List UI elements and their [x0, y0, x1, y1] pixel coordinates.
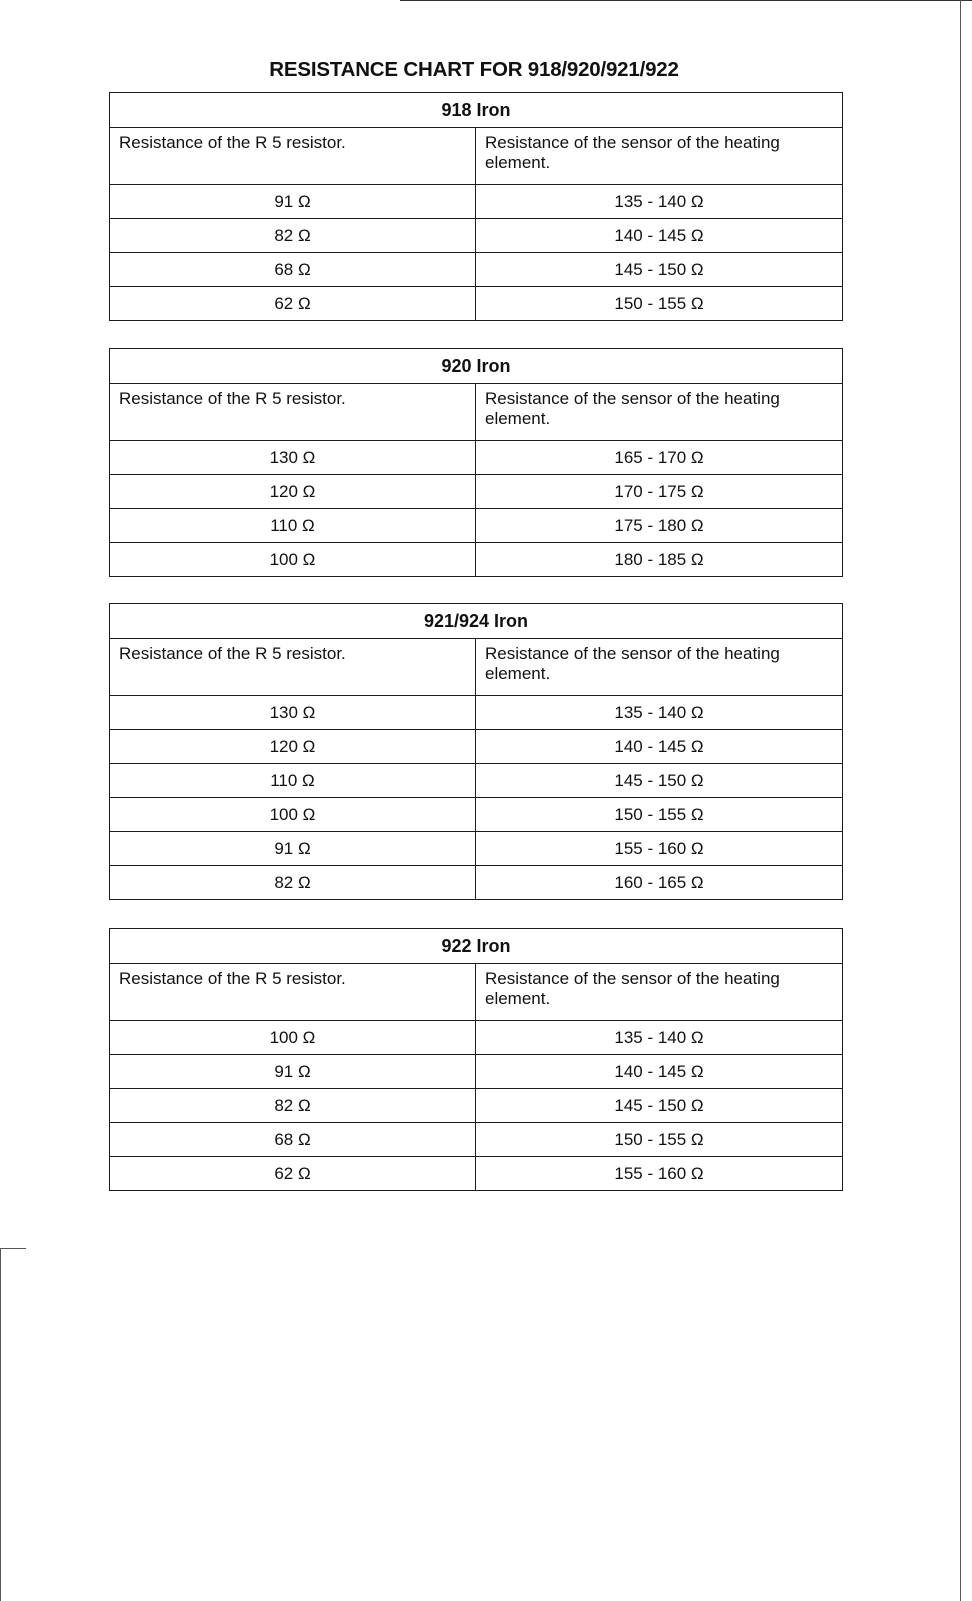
- r5-value: 130 Ω: [110, 441, 476, 475]
- sensor-range: 145 - 150 Ω: [476, 764, 843, 798]
- r5-value: 100 Ω: [110, 1021, 476, 1055]
- sensor-range: 170 - 175 Ω: [476, 475, 843, 509]
- sensor-range: 175 - 180 Ω: [476, 509, 843, 543]
- r5-value: 82 Ω: [110, 1089, 476, 1123]
- column-header-sensor: Resistance of the sensor of the heating element.: [476, 384, 843, 441]
- r5-value: 110 Ω: [110, 764, 476, 798]
- column-header-sensor: Resistance of the sensor of the heating element.: [476, 639, 843, 696]
- sensor-range: 140 - 145 Ω: [476, 219, 843, 253]
- column-header-r5: Resistance of the R 5 resistor.: [110, 384, 476, 441]
- table-row: [110, 1021, 843, 1055]
- table-row: [110, 509, 843, 543]
- r5-value: 82 Ω: [110, 866, 476, 900]
- table-row: [110, 441, 843, 475]
- table-row: [110, 764, 843, 798]
- column-header-r5: Resistance of the R 5 resistor.: [110, 639, 476, 696]
- table-heading: 918 Iron: [110, 93, 843, 128]
- resistance-table-918: [109, 92, 843, 321]
- sensor-range: 135 - 140 Ω: [476, 1021, 843, 1055]
- table-row: [110, 798, 843, 832]
- column-header-sensor: Resistance of the sensor of the heating element.: [476, 128, 843, 185]
- r5-value: 110 Ω: [110, 509, 476, 543]
- sensor-range: 150 - 155 Ω: [476, 287, 843, 321]
- sensor-range: 150 - 155 Ω: [476, 798, 843, 832]
- table-row: [110, 253, 843, 287]
- sensor-range: 180 - 185 Ω: [476, 543, 843, 577]
- sensor-range: 145 - 150 Ω: [476, 253, 843, 287]
- table-row: [110, 696, 843, 730]
- table-row: [110, 543, 843, 577]
- sensor-range: 155 - 160 Ω: [476, 1157, 843, 1191]
- resistance-table-921-924: [109, 603, 843, 900]
- table-heading: 920 Iron: [110, 349, 843, 384]
- table-row: [110, 185, 843, 219]
- r5-value: 91 Ω: [110, 832, 476, 866]
- table-row: [110, 287, 843, 321]
- table-row: [110, 866, 843, 900]
- r5-value: 62 Ω: [110, 1157, 476, 1191]
- r5-value: 68 Ω: [110, 253, 476, 287]
- sensor-range: 150 - 155 Ω: [476, 1123, 843, 1157]
- resistance-table-922: [109, 928, 843, 1191]
- sensor-range: 140 - 145 Ω: [476, 730, 843, 764]
- scan-edge-right: [960, 0, 961, 1601]
- table-row: [110, 1157, 843, 1191]
- r5-value: 120 Ω: [110, 475, 476, 509]
- r5-value: 100 Ω: [110, 798, 476, 832]
- table-heading: 921/924 Iron: [110, 604, 843, 639]
- resistance-table-920: [109, 348, 843, 577]
- scan-edge-left: [0, 1248, 1, 1601]
- sensor-range: 140 - 145 Ω: [476, 1055, 843, 1089]
- sensor-range: 145 - 150 Ω: [476, 1089, 843, 1123]
- sensor-range: 155 - 160 Ω: [476, 832, 843, 866]
- r5-value: 62 Ω: [110, 287, 476, 321]
- table-row: [110, 832, 843, 866]
- column-header-r5: Resistance of the R 5 resistor.: [110, 964, 476, 1021]
- table-heading: 922 Iron: [110, 929, 843, 964]
- table-row: [110, 1123, 843, 1157]
- sensor-range: 165 - 170 Ω: [476, 441, 843, 475]
- page-title: RESISTANCE CHART FOR 918/920/921/922: [269, 58, 679, 81]
- r5-value: 82 Ω: [110, 219, 476, 253]
- r5-value: 68 Ω: [110, 1123, 476, 1157]
- r5-value: 91 Ω: [110, 185, 476, 219]
- column-header-sensor: Resistance of the sensor of the heating element.: [476, 964, 843, 1021]
- table-row: [110, 1089, 843, 1123]
- table-row: [110, 475, 843, 509]
- r5-value: 91 Ω: [110, 1055, 476, 1089]
- table-row: [110, 1055, 843, 1089]
- sensor-range: 135 - 140 Ω: [476, 696, 843, 730]
- r5-value: 120 Ω: [110, 730, 476, 764]
- table-row: [110, 730, 843, 764]
- r5-value: 100 Ω: [110, 543, 476, 577]
- column-header-r5: Resistance of the R 5 resistor.: [110, 128, 476, 185]
- table-row: [110, 219, 843, 253]
- r5-value: 130 Ω: [110, 696, 476, 730]
- sensor-range: 160 - 165 Ω: [476, 866, 843, 900]
- sensor-range: 135 - 140 Ω: [476, 185, 843, 219]
- scan-edge-left-tick: [0, 1248, 26, 1249]
- scan-edge-top: [400, 0, 972, 1]
